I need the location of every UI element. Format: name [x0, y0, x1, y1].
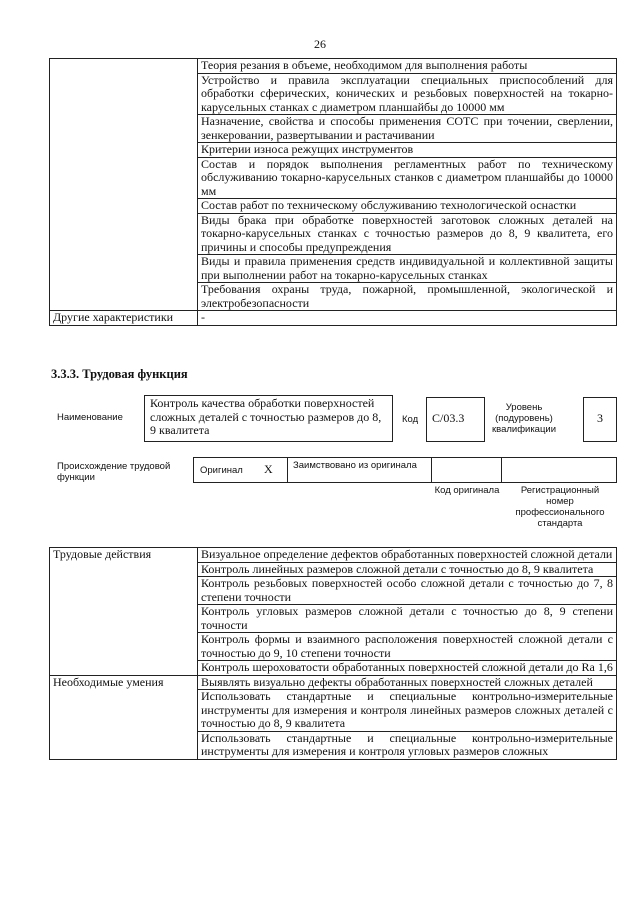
other-characteristics-label: Другие характеристики	[50, 311, 198, 326]
page-number: 26	[314, 37, 326, 51]
knowledge-label-cell	[50, 59, 198, 311]
name-label: Наименование	[57, 412, 123, 423]
actions-label: Трудовые действия	[50, 548, 198, 676]
knowledge-row: Теория резания в объеме, необходимом для выполнения работы	[198, 59, 617, 74]
borrowed-label: Заимствовано из оригинала	[293, 460, 417, 471]
code-original-label: Код оригинала	[434, 485, 500, 496]
other-characteristics-value: -	[198, 311, 617, 326]
reg-number-box	[501, 457, 617, 483]
knowledge-row: Виды и правила применения средств индивидуальной и коллективной защиты при выполнении работ на токарно-карусельных станках	[198, 255, 617, 283]
action-row: Контроль шероховатости обработанных поверхностей сложной детали до Ra 1,6	[198, 661, 617, 676]
function-name-box	[144, 395, 393, 442]
code-value: C/03.3	[432, 411, 465, 425]
code-label: Код	[402, 414, 419, 425]
level-label: Уровень (подуровень) квалификации	[491, 402, 557, 435]
original-box	[193, 457, 288, 483]
section-title: 3.3.3. Трудовая функция	[51, 367, 188, 381]
function-name: Контроль качества обработки поверхностей сложных деталей с точностью размеров до 8, 9 квалитета	[150, 396, 382, 437]
original-mark: Х	[264, 462, 273, 476]
skills-label: Необходимые умения	[50, 675, 198, 759]
knowledge-row: Состав и порядок выполнения регламентных работ по техническому обслуживанию токарно-карусельных станков с диаметром планшайбы до 10000 мм	[198, 157, 617, 199]
level-box	[583, 397, 617, 442]
reg-number-label: Регистрационный номер профессионального стандарта	[515, 485, 605, 529]
origin-label: Происхождение трудовой функции	[57, 461, 171, 483]
knowledge-row: Устройство и правила эксплуатации специальных приспособлений для обработки сферических, конических и резьбовых поверхностей на токарно-карусельных станках с диаметром планшайбы до 10000 мм	[198, 73, 617, 115]
knowledge-row: Состав работ по техническому обслуживанию технологической оснастки	[198, 199, 617, 214]
action-row: Контроль угловых размеров сложной детали с точностью до 8, 9 степени точности	[198, 605, 617, 633]
knowledge-row: Виды брака при обработке поверхностей заготовок сложных деталей на токарно-карусельных станках с точностью размеров до 8, 9 квалитета, его причины и способы предупреждения	[198, 213, 617, 255]
level-value: 3	[597, 411, 603, 425]
action-row: Контроль формы и взаимного расположения поверхностей сложной детали с точностью до 9, 10 степени точности	[198, 633, 617, 661]
skill-row: Использовать стандартные и специальные контрольно-измерительные инструменты для измерения и контроля угловых размеров сложных	[198, 731, 617, 759]
action-row: Визуальное определение дефектов обработанных поверхностей сложной детали	[198, 548, 617, 563]
function-details-table	[49, 547, 617, 760]
borrowed-box	[287, 457, 432, 483]
action-row: Контроль резьбовых поверхностей особо сложной детали с точностью до 7, 8 степени точности	[198, 577, 617, 605]
action-row: Контроль линейных размеров сложной детали с точностью до 8, 9 квалитета	[198, 562, 617, 577]
original-label: Оригинал	[200, 465, 243, 476]
skill-row: Использовать стандартные и специальные контрольно-измерительные инструменты для измерения и контроля линейных размеров сложных деталей с точностью до 8, 9 квалитета	[198, 690, 617, 732]
code-original-box	[431, 457, 502, 483]
knowledge-row: Назначение, свойства и способы применения СОТС при точении, сверлении, зенкеровании, развертывании и растачивании	[198, 115, 617, 143]
skill-row: Выявлять визуально дефекты обработанных поверхностей сложных деталей	[198, 675, 617, 690]
knowledge-table	[49, 58, 617, 326]
knowledge-row: Требования охраны труда, пожарной, промышленной, экологической и электробезопасности	[198, 283, 617, 311]
code-box	[426, 397, 485, 442]
knowledge-row: Критерии износа режущих инструментов	[198, 143, 617, 158]
